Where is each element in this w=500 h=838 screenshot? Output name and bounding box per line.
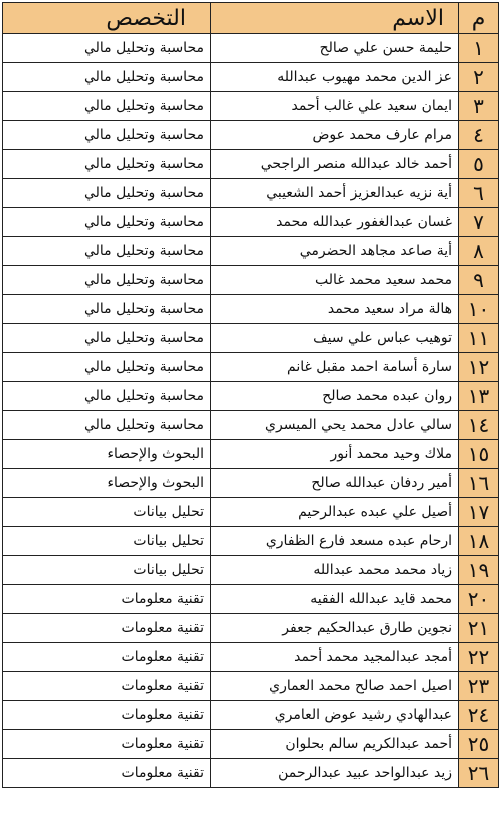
table-row <box>3 324 499 353</box>
row-number: ١٥ <box>459 440 499 469</box>
student-specialty: محاسبة وتحليل مالي <box>3 353 211 382</box>
student-specialty: تقنية معلومات <box>3 730 211 759</box>
student-specialty: تقنية معلومات <box>3 643 211 672</box>
header-specialty: التخصص <box>3 3 211 34</box>
student-name: سارة أسامة احمد مقبل غانم <box>211 353 459 382</box>
table-row <box>3 585 499 614</box>
student-specialty: محاسبة وتحليل مالي <box>3 34 211 63</box>
row-number: ٦ <box>459 179 499 208</box>
table-row <box>3 643 499 672</box>
student-specialty: محاسبة وتحليل مالي <box>3 324 211 353</box>
header-row <box>3 3 499 34</box>
student-name: حليمة حسن علي صالح <box>211 34 459 63</box>
student-name: ملاك وحيد محمد أنور <box>211 440 459 469</box>
students-table <box>2 2 499 788</box>
table-row <box>3 614 499 643</box>
student-specialty: البحوث والإحصاء <box>3 440 211 469</box>
table-row <box>3 63 499 92</box>
student-name: أمير ردفان عبدالله صالح <box>211 469 459 498</box>
row-number: ٢٥ <box>459 730 499 759</box>
student-specialty: محاسبة وتحليل مالي <box>3 266 211 295</box>
row-number: ١٤ <box>459 411 499 440</box>
table-row <box>3 92 499 121</box>
student-name: أحمد عبدالكريم سالم بحلوان <box>211 730 459 759</box>
student-specialty: تحليل بيانات <box>3 556 211 585</box>
students-table-wrapper <box>2 2 498 788</box>
table-row <box>3 672 499 701</box>
student-name: أصيل علي عبده عبدالرحيم <box>211 498 459 527</box>
table-row <box>3 527 499 556</box>
row-number: ١٧ <box>459 498 499 527</box>
row-number: ٩ <box>459 266 499 295</box>
table-row <box>3 701 499 730</box>
row-number: ١ <box>459 34 499 63</box>
row-number: ٨ <box>459 237 499 266</box>
student-name: محمد قايد عبدالله الفقيه <box>211 585 459 614</box>
row-number: ٢٤ <box>459 701 499 730</box>
row-number: ٧ <box>459 208 499 237</box>
row-number: ١٩ <box>459 556 499 585</box>
row-number: ١١ <box>459 324 499 353</box>
row-number: ٣ <box>459 92 499 121</box>
student-specialty: محاسبة وتحليل مالي <box>3 179 211 208</box>
student-specialty: محاسبة وتحليل مالي <box>3 208 211 237</box>
student-specialty: محاسبة وتحليل مالي <box>3 92 211 121</box>
student-specialty: تقنية معلومات <box>3 701 211 730</box>
student-name: غسان عبدالغفور عبدالله محمد <box>211 208 459 237</box>
row-number: ١٦ <box>459 469 499 498</box>
row-number: ٢٦ <box>459 759 499 788</box>
student-name: أية نزيه عبدالعزيز أحمد الشعيبي <box>211 179 459 208</box>
row-number: ٥ <box>459 150 499 179</box>
table-row <box>3 237 499 266</box>
student-specialty: محاسبة وتحليل مالي <box>3 150 211 179</box>
student-name: ارحام عبده مسعد فارع الظفاري <box>211 527 459 556</box>
student-specialty: تقنية معلومات <box>3 759 211 788</box>
student-name: أحمد خالد عبدالله منصر الراجحي <box>211 150 459 179</box>
student-name: مرام عارف محمد عوض <box>211 121 459 150</box>
table-row <box>3 730 499 759</box>
table-row <box>3 150 499 179</box>
row-number: ٢١ <box>459 614 499 643</box>
student-specialty: تحليل بيانات <box>3 527 211 556</box>
student-name: روان عبده محمد صالح <box>211 382 459 411</box>
student-specialty: محاسبة وتحليل مالي <box>3 411 211 440</box>
table-row <box>3 295 499 324</box>
student-name: زيد عبدالواحد عبيد عبدالرحمن <box>211 759 459 788</box>
row-number: ١٢ <box>459 353 499 382</box>
student-specialty: محاسبة وتحليل مالي <box>3 121 211 150</box>
row-number: ٤ <box>459 121 499 150</box>
student-specialty: محاسبة وتحليل مالي <box>3 237 211 266</box>
table-row <box>3 382 499 411</box>
student-specialty: محاسبة وتحليل مالي <box>3 382 211 411</box>
student-name: عبدالهادي رشيد عوض العامري <box>211 701 459 730</box>
student-name: هالة مراد سعيد محمد <box>211 295 459 324</box>
row-number: ١٣ <box>459 382 499 411</box>
student-name: نجوين طارق عبدالحكيم جعفر <box>211 614 459 643</box>
table-row <box>3 121 499 150</box>
student-specialty: تحليل بيانات <box>3 498 211 527</box>
student-name: أمجد عبدالمجيد محمد أحمد <box>211 643 459 672</box>
student-name: أية صاعد مجاهد الحضرمي <box>211 237 459 266</box>
table-body <box>3 34 499 788</box>
student-name: ايمان سعيد علي غالب أحمد <box>211 92 459 121</box>
table-row <box>3 266 499 295</box>
student-specialty: محاسبة وتحليل مالي <box>3 63 211 92</box>
student-name: سالي عادل محمد يحي الميسري <box>211 411 459 440</box>
table-row <box>3 556 499 585</box>
student-name: محمد سعيد محمد غالب <box>211 266 459 295</box>
row-number: ٢٠ <box>459 585 499 614</box>
header-num: م <box>459 3 499 34</box>
table-row <box>3 440 499 469</box>
student-specialty: البحوث والإحصاء <box>3 469 211 498</box>
student-specialty: محاسبة وتحليل مالي <box>3 295 211 324</box>
student-name: عز الدين محمد مهيوب عبدالله <box>211 63 459 92</box>
table-row <box>3 411 499 440</box>
row-number: ١٨ <box>459 527 499 556</box>
table-row <box>3 208 499 237</box>
table-row <box>3 469 499 498</box>
student-name: توهيب عباس علي سيف <box>211 324 459 353</box>
row-number: ٢ <box>459 63 499 92</box>
student-specialty: تقنية معلومات <box>3 585 211 614</box>
student-specialty: تقنية معلومات <box>3 672 211 701</box>
row-number: ١٠ <box>459 295 499 324</box>
student-name: زياد محمد محمد عبدالله <box>211 556 459 585</box>
table-row <box>3 179 499 208</box>
row-number: ٢٢ <box>459 643 499 672</box>
student-name: اصيل احمد صالح محمد العماري <box>211 672 459 701</box>
table-row <box>3 34 499 63</box>
row-number: ٢٣ <box>459 672 499 701</box>
student-specialty: تقنية معلومات <box>3 614 211 643</box>
header-name: الاسم <box>211 3 459 34</box>
table-row <box>3 498 499 527</box>
table-row <box>3 759 499 788</box>
table-row <box>3 353 499 382</box>
